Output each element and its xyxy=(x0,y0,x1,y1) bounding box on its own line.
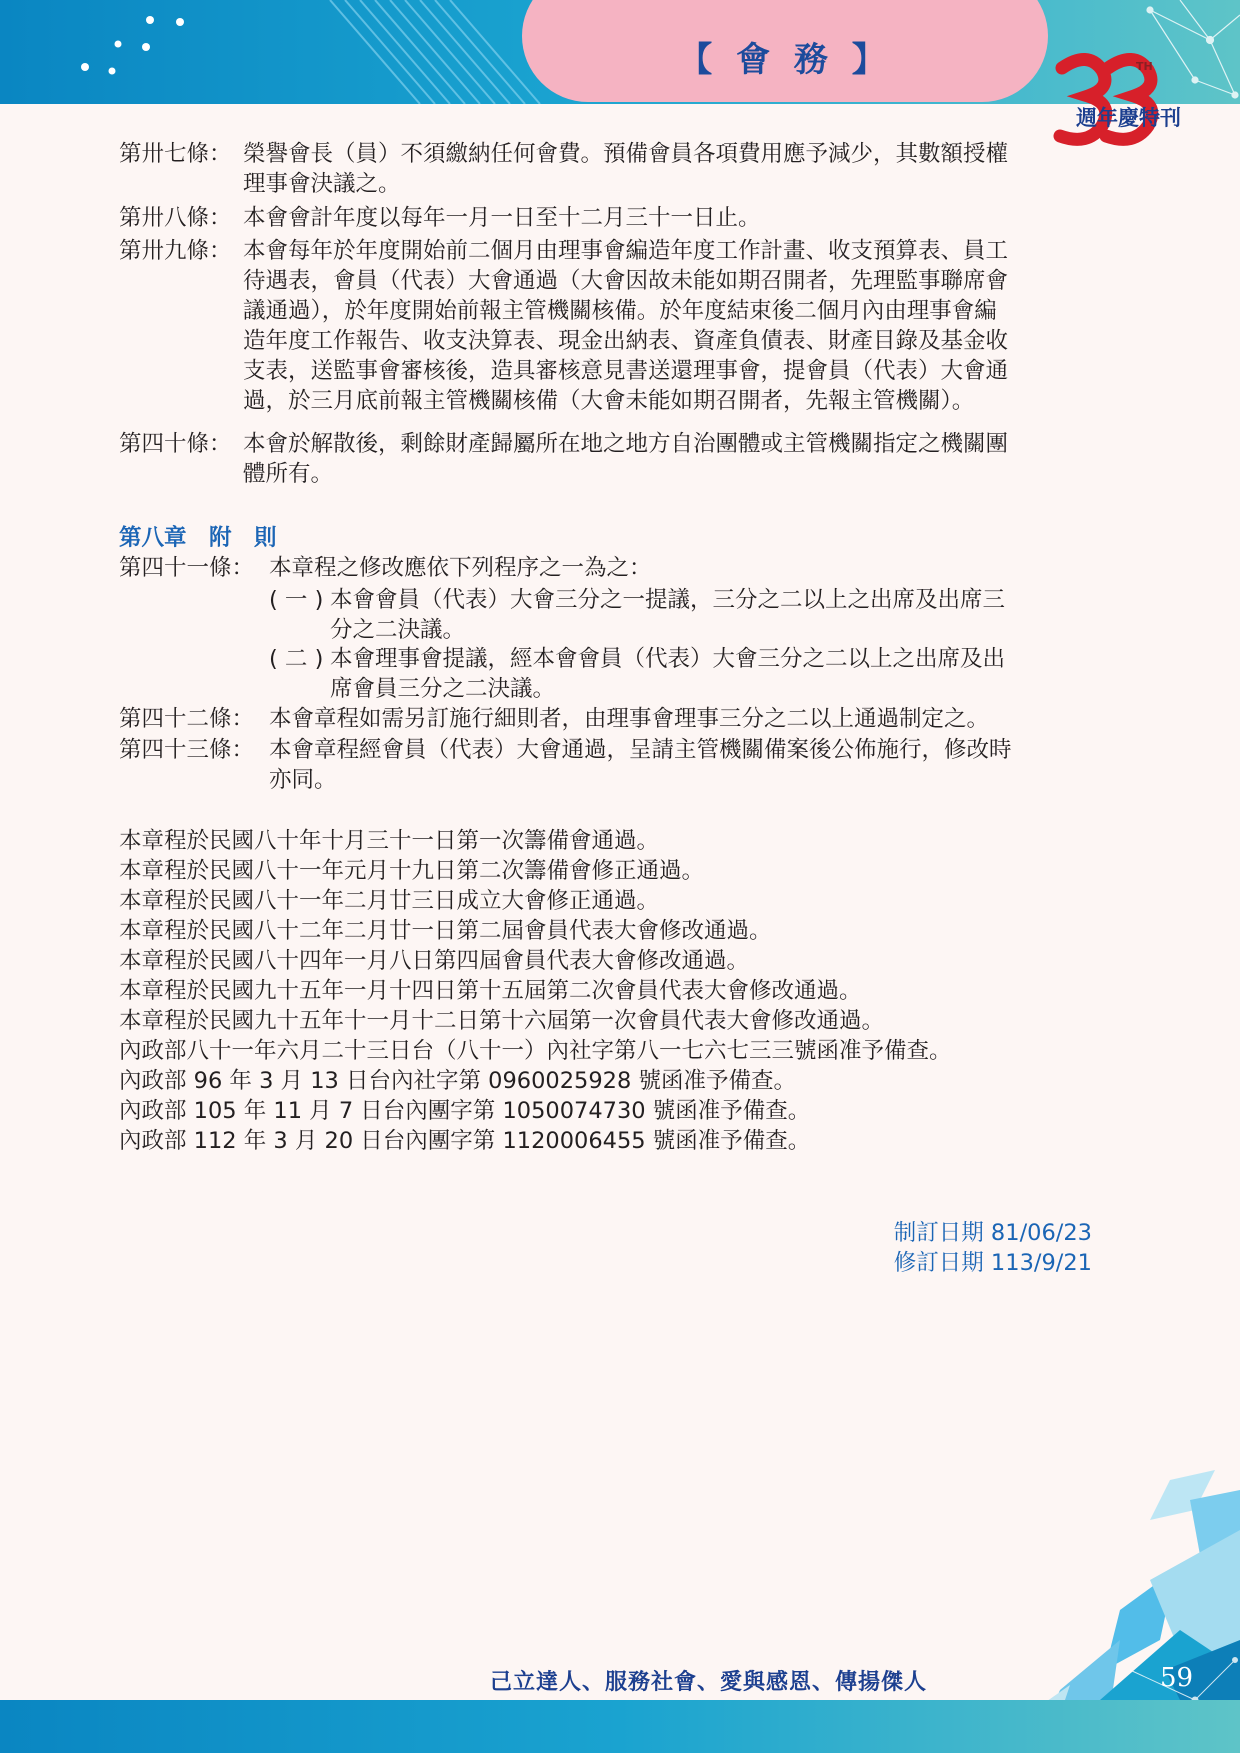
history-line: 本章程於民國八十一年二月廿三日成立大會修正通過。 xyxy=(119,888,660,914)
article-41-item-1 xyxy=(269,585,1079,645)
article-41-item-2 xyxy=(269,644,1079,704)
history-line: 內政部八十一年六月二十三日台（八十一）內社字第八一七六七三三號函准予備查。 xyxy=(119,1038,952,1064)
anniversary-suffix: TH xyxy=(1136,60,1153,73)
document-dates xyxy=(894,1218,1092,1278)
article-38 xyxy=(119,203,1099,233)
item-line: 本會會員（代表）大會三分之一提議，三分之二以上之出席及出席三 xyxy=(330,587,1006,613)
history-line: 本章程於民國八十年十月三十一日第一次籌備會通過。 xyxy=(119,828,660,854)
article-line: 本會會計年度以每年一月一日至十二月三十一日止。 xyxy=(243,205,761,231)
history-line: 本章程於民國九十五年十一月十二日第十六屆第一次會員代表大會修改通過。 xyxy=(119,1008,885,1034)
footer-band xyxy=(0,1700,1240,1753)
article-line: 本會章程如需另訂施行細則者，由理事會理事三分之二以上通過制定之。 xyxy=(269,706,990,732)
chapter-title: 第八章 附 則 xyxy=(119,525,277,551)
article-39 xyxy=(119,236,1099,416)
article-line: 本會每年於年度開始前二個月由理事會編造年度工作計畫、收支預算表、員工 xyxy=(243,238,1009,264)
article-line: 支表，送監事會審核後，造具審核意見書送還理事會，提會員（代表）大會通 xyxy=(243,358,1009,384)
enacted-date: 制訂日期 81/06/23 xyxy=(893,1220,1092,1246)
article-number: 第四十一條： xyxy=(119,555,255,581)
article-line: 榮譽會長（員）不須繳納任何會費。預備會員各項費用應予減少，其數額授權 xyxy=(243,141,1009,167)
section-title: 【 會 務 】 xyxy=(678,40,892,80)
history-line: 本章程於民國八十四年一月八日第四屆會員代表大會修改通過。 xyxy=(119,948,750,974)
history-line: 內政部 105 年 11 月 7 日台內團字第 1050074730 號函准予備查。 xyxy=(119,1098,811,1124)
article-43 xyxy=(119,735,1099,795)
history-line: 本章程於民國九十五年一月十四日第十五屆第二次會員代表大會修改通過。 xyxy=(119,978,862,1004)
article-line: 本會於解散後，剩餘財產歸屬所在地之地方自治團體或主管機關指定之機關團 xyxy=(243,431,1009,457)
item-line: 分之二決議。 xyxy=(330,617,466,643)
article-line: 過，於三月底前報主管機關核備（大會未能如期召開者，先報主管機關）。 xyxy=(243,388,975,414)
article-41 xyxy=(119,553,1099,583)
article-number: 第卅八條： xyxy=(119,205,232,231)
page-number: 59 xyxy=(1160,1663,1194,1693)
footer-slogan: 己立達人、服務社會、愛與感恩、傳揚傑人 xyxy=(490,1669,928,1695)
revised-date: 修訂日期 113/9/21 xyxy=(893,1250,1092,1276)
article-number: 第四十三條： xyxy=(119,737,255,763)
history-line: 本章程於民國八十一年元月十九日第二次籌備會修正通過。 xyxy=(119,858,705,884)
article-number: 第卅九條： xyxy=(119,238,232,264)
article-42 xyxy=(119,704,1099,734)
article-number: 第四十二條： xyxy=(119,706,255,732)
anniversary-label: 週年慶特刊 xyxy=(1076,105,1181,130)
item-line: 本會理事會提議，經本會會員（代表）大會三分之二以上之出席及出 xyxy=(330,646,1006,672)
article-line: 本會章程經會員（代表）大會通過，呈請主管機關備案後公佈施行，修改時 xyxy=(269,737,1012,763)
item-mark: ( 一 ) xyxy=(269,587,324,613)
article-number: 第四十條： xyxy=(119,431,232,457)
article-line: 本章程之修改應依下列程序之一為之： xyxy=(269,555,652,581)
article-line: 亦同。 xyxy=(269,767,337,793)
item-mark: ( 二 ) xyxy=(269,646,324,672)
article-line: 造年度工作報告、收支決算表、現金出納表、資產負債表、財產目錄及基金收 xyxy=(243,328,1009,354)
article-line: 議通過），於年度開始前報主管機關核備。於年度結束後二個月內由理事會編 xyxy=(243,298,997,324)
history-line: 內政部 96 年 3 月 13 日台內社字第 0960025928 號函准予備查。 xyxy=(119,1068,796,1094)
history-line: 內政部 112 年 3 月 20 日台內團字第 1120006455 號函准予備查。 xyxy=(119,1128,811,1154)
article-line: 體所有。 xyxy=(243,461,334,487)
history-line: 本章程於民國八十二年二月廿一日第二屆會員代表大會修改通過。 xyxy=(119,918,772,944)
article-40 xyxy=(119,429,1099,489)
article-line: 理事會決議之。 xyxy=(243,171,401,197)
item-line: 席會員三分之二決議。 xyxy=(330,676,556,702)
article-number: 第卅七條： xyxy=(119,141,232,167)
article-37 xyxy=(119,139,1099,199)
revision-history xyxy=(119,826,952,1156)
article-line: 待遇表，會員（代表）大會通過（大會因故未能如期召開者，先理監事聯席會 xyxy=(243,268,1009,294)
